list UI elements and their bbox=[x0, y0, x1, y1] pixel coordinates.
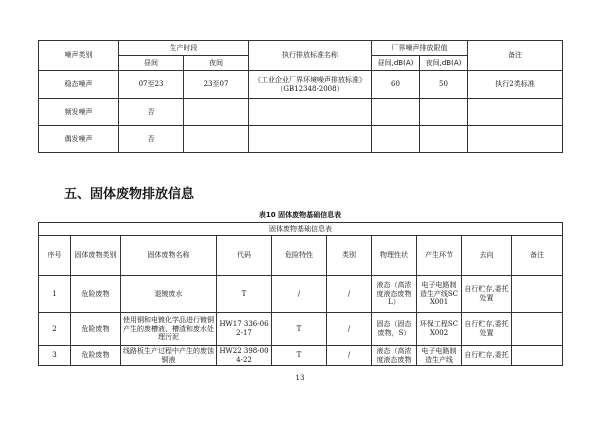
noise-table bbox=[38, 40, 563, 153]
standard-cell bbox=[249, 126, 372, 153]
state-cell: 液态（高浓度液态废物 bbox=[372, 346, 417, 366]
class-cell: / bbox=[327, 276, 372, 313]
no-cell: 3 bbox=[39, 346, 71, 366]
name-header: 固体废物名称 bbox=[121, 236, 217, 276]
noise-type-cell: 偶发噪声 bbox=[39, 126, 119, 153]
standard-cell: 《工业企业厂界环境噪声排放标准》（GB12348-2008） bbox=[249, 71, 372, 99]
hazard-cell: T bbox=[272, 313, 327, 346]
night-limit-cell: 50 bbox=[420, 71, 468, 99]
destination-cell: 自行贮存,委托处置 bbox=[462, 276, 512, 313]
day-limit-header: 昼间,dB(A) bbox=[372, 56, 420, 71]
no-cell: 1 bbox=[39, 276, 71, 313]
night-period-cell bbox=[184, 99, 249, 126]
day-limit-cell bbox=[372, 99, 420, 126]
name-cell: 线路板生产过程中产生的废蚀铜液 bbox=[121, 346, 217, 366]
remark-cell bbox=[512, 276, 563, 313]
category-cell: 危险废物 bbox=[71, 346, 121, 366]
hazard-cell: / bbox=[272, 276, 327, 313]
waste-table-title: 固体废物基础信息表 bbox=[39, 223, 563, 236]
table-caption: 表10 固体废物基础信息表 bbox=[258, 211, 342, 219]
stage-cell: 电子电路制造生产线 bbox=[417, 346, 462, 366]
table-row bbox=[39, 99, 563, 126]
noise-type-cell: 稳态噪声 bbox=[39, 71, 119, 99]
state-cell: 固态（固态废物，S） bbox=[372, 313, 417, 346]
stage-cell: 环保工程SCX002 bbox=[417, 313, 462, 346]
class-cell: / bbox=[327, 313, 372, 346]
remark-cell bbox=[512, 346, 563, 366]
night-period-cell bbox=[184, 126, 249, 153]
table-row bbox=[39, 346, 563, 366]
stage-cell: 电子电路制造生产线SCX001 bbox=[417, 276, 462, 313]
noise-type-cell: 频发噪声 bbox=[39, 99, 119, 126]
category-cell: 危险废物 bbox=[71, 276, 121, 313]
section-heading: 五、固体废物排放信息 bbox=[64, 187, 195, 202]
standard-name-header: 执行排放标准名称 bbox=[249, 41, 372, 71]
destination-cell: 自行贮存,委托处置 bbox=[462, 313, 512, 346]
category-header: 固体废物类别 bbox=[71, 236, 121, 276]
remark-cell bbox=[512, 313, 563, 346]
category-cell: 危险废物 bbox=[71, 313, 121, 346]
day-period-cell: 否 bbox=[119, 99, 184, 126]
remark-cell bbox=[468, 126, 563, 153]
night-limit-header: 夜间,dB(A) bbox=[420, 56, 468, 71]
remark-header: 备注 bbox=[468, 41, 563, 71]
destination-header: 去向 bbox=[462, 236, 512, 276]
code-header: 代码 bbox=[217, 236, 272, 276]
name-cell: 退镀废水 bbox=[121, 276, 217, 313]
solid-waste-table bbox=[38, 222, 563, 366]
code-cell: T bbox=[217, 276, 272, 313]
hazard-header: 危险特性 bbox=[272, 236, 327, 276]
day-period-cell: 否 bbox=[119, 126, 184, 153]
page-number: 13 bbox=[295, 374, 305, 382]
code-cell: HW22 398-004-22 bbox=[217, 346, 272, 366]
no-cell: 2 bbox=[39, 313, 71, 346]
class-header: 类别 bbox=[327, 236, 372, 276]
state-header: 物理性状 bbox=[372, 236, 417, 276]
table-row bbox=[39, 71, 563, 99]
day-limit-cell bbox=[372, 126, 420, 153]
stage-header: 产生环节 bbox=[417, 236, 462, 276]
night-period-cell: 23至07 bbox=[184, 71, 249, 99]
period-header: 生产时段 bbox=[119, 41, 249, 56]
remark-header: 备注 bbox=[512, 236, 563, 276]
night-limit-cell bbox=[420, 126, 468, 153]
remark-cell bbox=[468, 99, 563, 126]
hazard-cell: T bbox=[272, 346, 327, 366]
table-row bbox=[39, 276, 563, 313]
night-header: 夜间 bbox=[184, 56, 249, 71]
no-header: 序号 bbox=[39, 236, 71, 276]
destination-cell: 自行贮存,委托 bbox=[462, 346, 512, 366]
remark-cell: 执行2类标准 bbox=[468, 71, 563, 99]
noise-type-header: 噪声类别 bbox=[39, 41, 119, 71]
class-cell: / bbox=[327, 346, 372, 366]
name-cell: 使用铜和电镀化学品进行镀铜产生的废槽液、槽渣和废水处理污泥 bbox=[121, 313, 217, 346]
day-period-cell: 07至23 bbox=[119, 71, 184, 99]
state-cell: 液态（高浓度液态废物L） bbox=[372, 276, 417, 313]
limit-header: 厂界噪声排放限值 bbox=[372, 41, 468, 56]
standard-cell bbox=[249, 99, 372, 126]
code-cell: HW17 336-062-17 bbox=[217, 313, 272, 346]
table-row bbox=[39, 313, 563, 346]
day-limit-cell: 60 bbox=[372, 71, 420, 99]
night-limit-cell bbox=[420, 99, 468, 126]
table-row bbox=[39, 126, 563, 153]
day-header: 昼间 bbox=[119, 56, 184, 71]
